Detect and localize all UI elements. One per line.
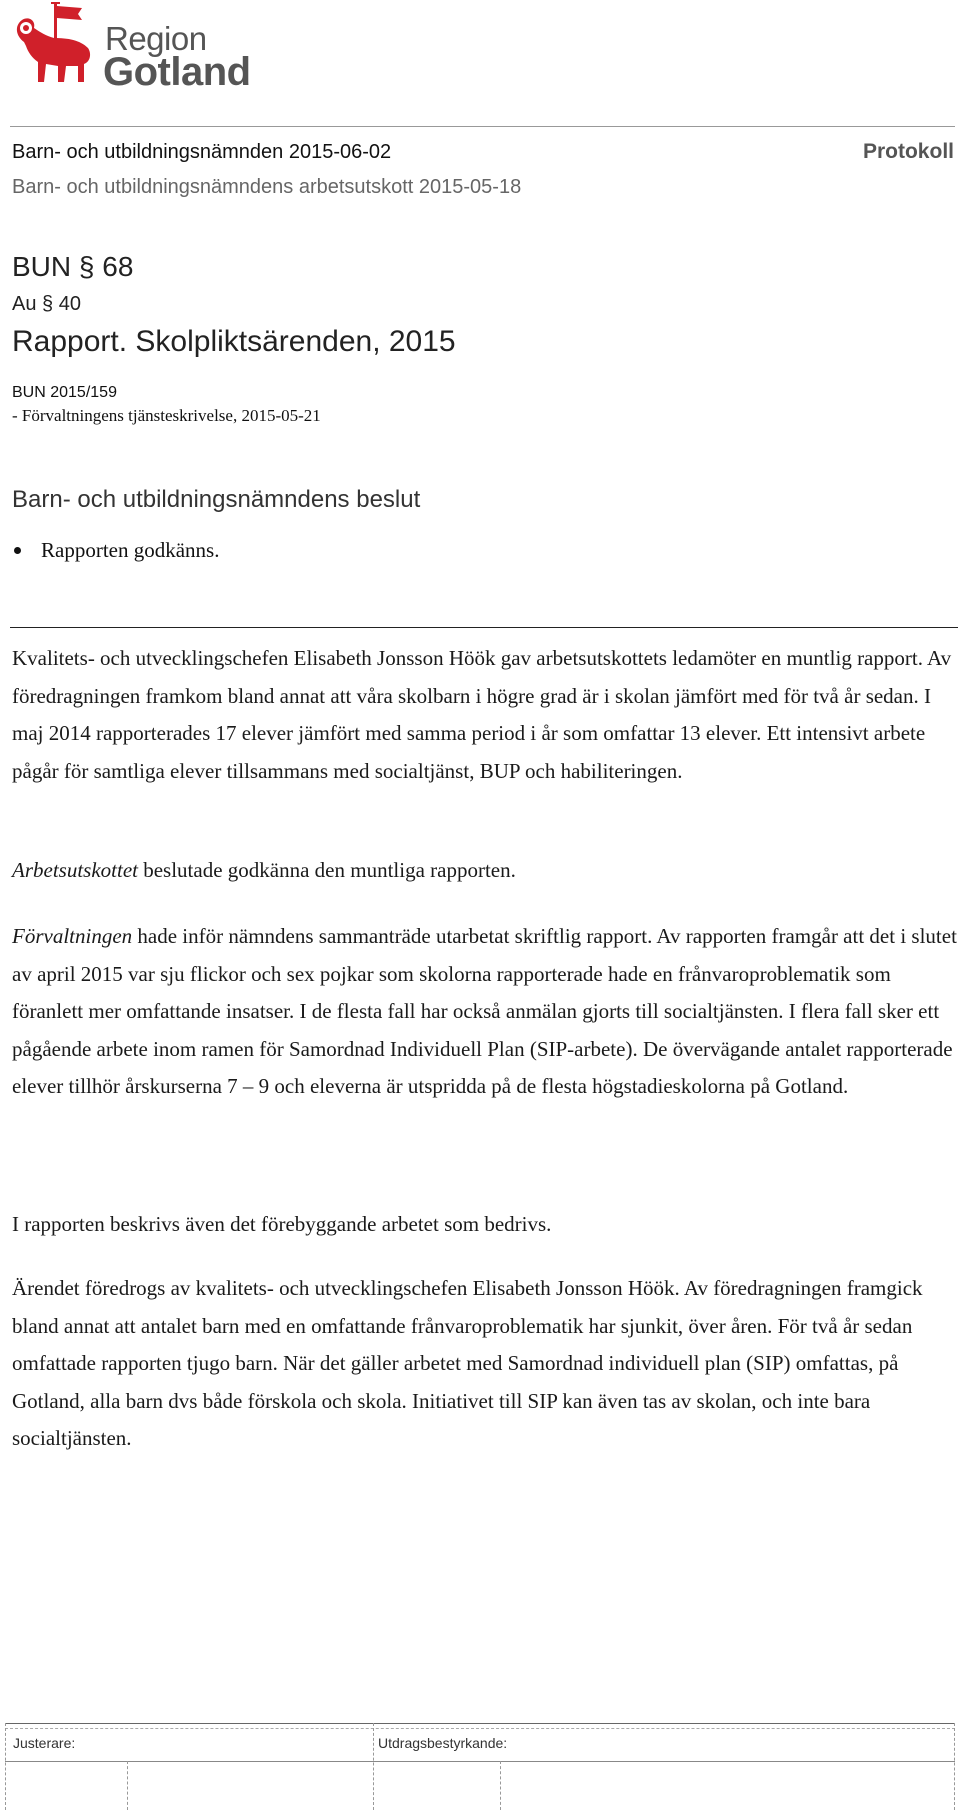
bun-prefix: BUN	[12, 251, 72, 282]
logo-text-region: Region	[105, 20, 207, 57]
meeting-line: Barn- och utbildningsnämnden 2015-06-02	[12, 141, 392, 163]
footer-border	[5, 1761, 955, 1762]
au-paragraph-number	[12, 293, 81, 316]
case-title: Rapport. Skolpliktsärenden, 2015	[12, 325, 456, 358]
gotland-ram-icon	[10, 2, 100, 94]
signature-footer	[5, 1723, 955, 1810]
utdragsbestyrkande-label: Utdragsbestyrkande:	[378, 1735, 508, 1751]
body-paragraph-4: I rapporten beskrivs även det förebyggande arbetet som bedrivs.	[12, 1212, 552, 1236]
footer-cell-border	[5, 1723, 6, 1810]
attachment-line: - Förvaltningens tjänsteskrivelse, 2015-05-21	[12, 406, 321, 425]
header-divider	[10, 126, 955, 127]
logo-text-gotland: Gotland	[103, 50, 251, 94]
body-paragraph-3: Förvaltningen hade inför nämndens sammanträde utarbetat skriftlig rapport. Av rapporten framgår att det i slutet av april 2015 var sju flickor och sex pojkar som skolorna rapporterade hade en frånvaroproblematik som föranlett mer omfattande insatser. I de flesta fall har också anmälan gjorts till socialtjänsten. I flera fall sker ett pågående arbete inom ramen för Samordnad Individuell Plan (SIP-arbete). De övervägande antalet rapporterade elever tillhör årskurserna 7 – 9 och eleverna är utspridda på de flesta högstadieskolorna på Gotland.	[12, 924, 957, 1098]
au-prefix: Au	[12, 293, 37, 315]
decision-heading: Barn- och utbildningsnämndens beslut	[12, 486, 421, 513]
committee-line: Barn- och utbildningsnämndens arbetsutskott 2015-05-18	[12, 176, 522, 198]
italic-subject: Förvaltningen	[12, 924, 133, 948]
diary-number: BUN 2015/159	[12, 384, 117, 401]
footer-border	[5, 1728, 955, 1729]
justerare-label: Justerare:	[13, 1735, 76, 1751]
region-gotland-logo	[10, 2, 250, 94]
au-number: 40	[58, 293, 81, 315]
section-divider	[10, 627, 958, 628]
body-paragraph-5: Ärendet föredrogs av kvalitets- och utvecklingschefen Elisabeth Jonsson Höök. Av föredragningen framgick bland annat att antalet barn med en omfattande frånvaroproblematik har sjunkit, över åren. För två år sedan omfattade rapporten tjugo barn. När det gäller arbetet med Samordnad individuell plan (SIP) omfattas, på Gotland, alla barn dvs både förskola och skola. Initiativet till SIP kan även tas av skolan, och inte bara socialtjänsten.	[12, 1276, 923, 1450]
footer-cell-border	[954, 1723, 955, 1810]
decision-bullet	[14, 538, 219, 563]
body-paragraph-2: Arbetsutskottet beslutade godkänna den muntliga rapporten.	[12, 858, 516, 882]
footer-border	[5, 1723, 955, 1724]
footer-cell-border	[127, 1761, 128, 1810]
italic-subject: Arbetsutskottet	[12, 858, 138, 882]
footer-cell-border	[500, 1761, 501, 1810]
bun-number: 68	[102, 251, 134, 282]
footer-cell-border	[373, 1723, 374, 1810]
doc-type: Protokoll	[862, 140, 954, 163]
body-paragraph-1: Kvalitets- och utvecklingschefen Elisabeth Jonsson Höök gav arbetsutskottets ledamöter en muntlig rapport. Av föredragningen framkom bland annat att våra skolbarn i högre grad är i skolan jämfört med för två år sedan. I maj 2014 rapporterades 17 elever jämfört med samma period i år som omfattar 13 elever. Ett intensivt arbete pågår för samtliga elever tillsammans med socialtjänst, BUP och habiliteringen.	[12, 646, 952, 783]
au-section-sign: §	[42, 293, 54, 315]
decision-bullet-text: Rapporten godkänns.	[41, 538, 220, 562]
bun-paragraph-number	[12, 251, 133, 283]
bun-section-sign: §	[78, 251, 95, 282]
bullet-icon	[14, 547, 21, 554]
